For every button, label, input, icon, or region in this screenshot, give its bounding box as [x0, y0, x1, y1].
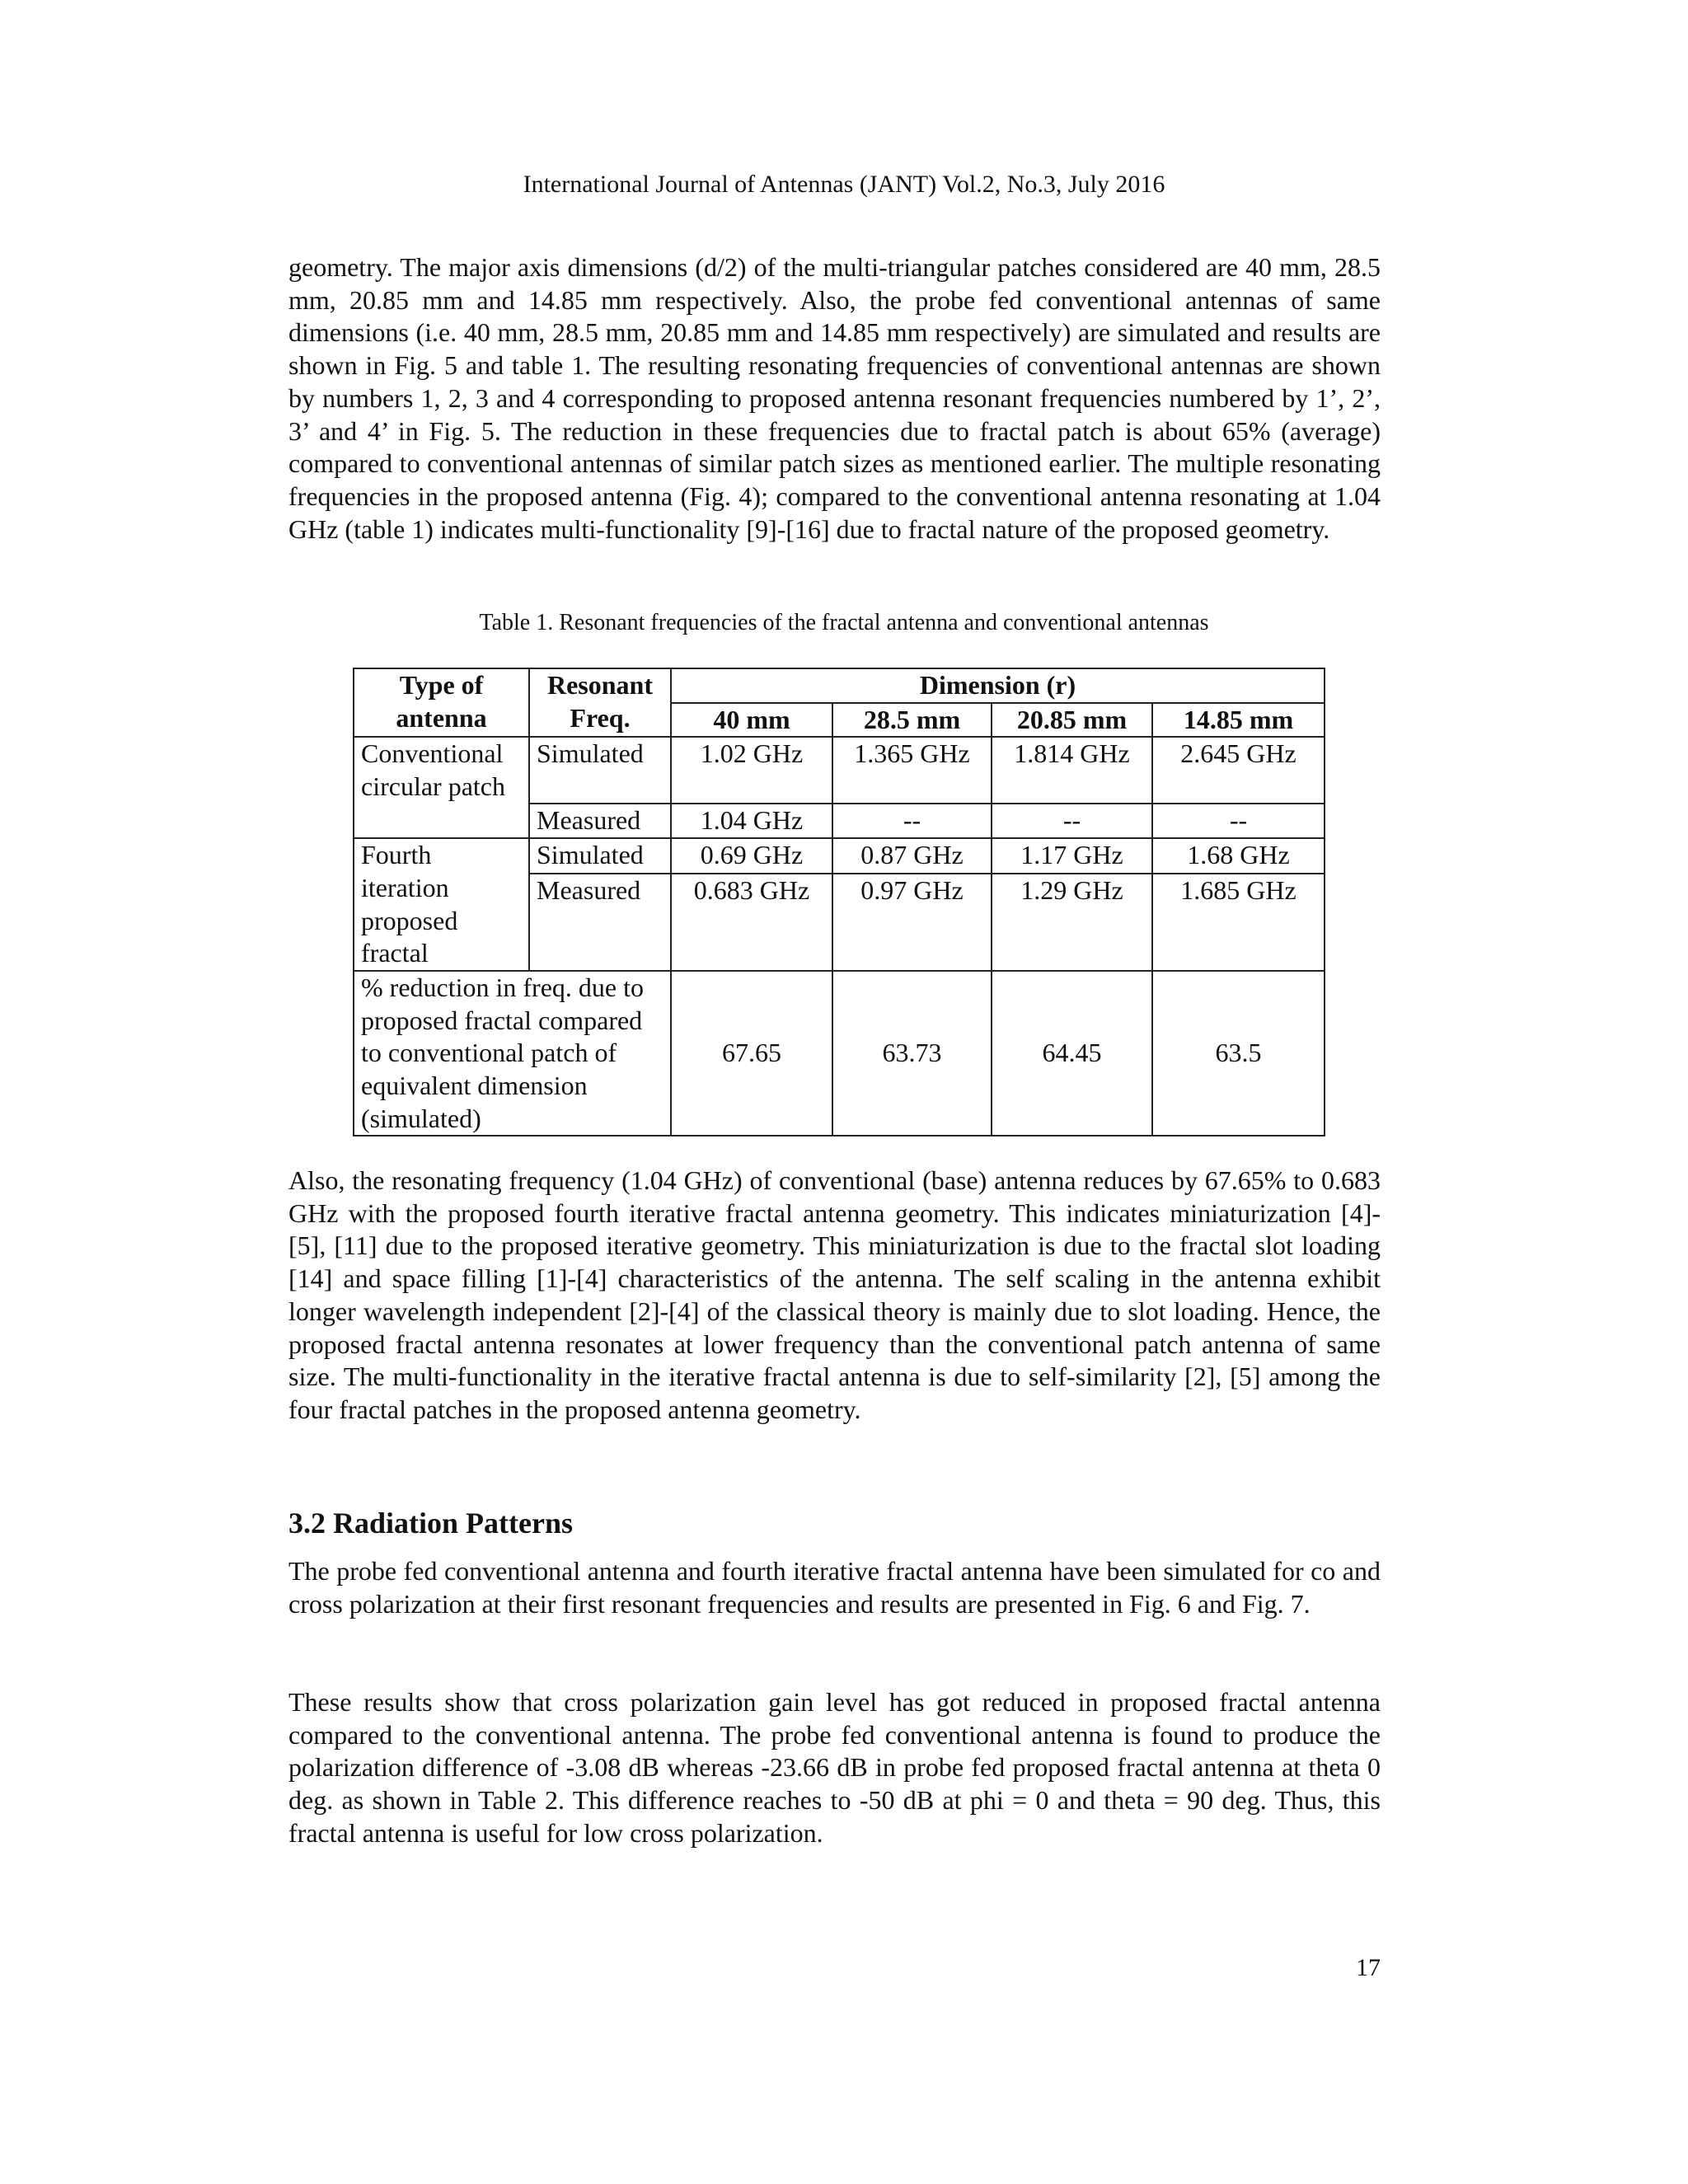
type-fractal: Fourth iteration proposed fractal: [354, 838, 529, 971]
section-heading: 3.2 Radiation Patterns: [288, 1507, 573, 1540]
type-conventional: Conventional circular patch: [354, 737, 529, 838]
header-resonant-freq: Resonant Freq.: [529, 668, 671, 737]
table-cell: 1.68 GHz: [1152, 838, 1325, 874]
table-cell: --: [832, 804, 992, 838]
table-cell: --: [1152, 804, 1325, 838]
paragraph-cross-polarization: These results show that cross polarization gain level has got reduced in proposed fractal antenna compared to the conventional antenna. The probe fed conventional antenna is found to produce the polarization difference of -3.08 dB whereas -23.66 dB in probe fed proposed fractal antenna at theta 0 deg. as shown in Table 2. This difference reaches to -50 dB at phi = 0 and theta = 90 deg. Thus, this fractal antenna is useful for low cross polarization.: [288, 1687, 1381, 1848]
dim-20-85: 20.85 mm: [992, 703, 1152, 738]
table-cell: 67.65: [671, 971, 832, 1137]
table-cell: 0.87 GHz: [832, 838, 992, 874]
dim-40: 40 mm: [671, 703, 832, 738]
paragraph-geometry: geometry. The major axis dimensions (d/2) of the multi-triangular patches considered are 40 mm, 28.5 mm, 20.85 mm and 14.85 mm respectively. Also, the probe fed conventional antennas of same dimensions (i.e. 40 mm, 28.5 mm, 20.85 mm and 14.85 mm respectively) are simulated and results are shown in Fig. 5 and table 1. The resulting resonating frequencies of conventional antennas are shown by numbers 1, 2, 3 and 4 corresponding to proposed antenna resonant frequencies numbered by 1’, 2’, 3’ and 4’ in Fig. 5. The reduction in these frequencies due to fractal patch is about 65% (average) compared to conventional antennas of similar patch sizes as mentioned earlier. The multiple resonating frequencies in the proposed antenna (Fig. 4); compared to the conventional antenna resonating at 1.04 GHz (table 1) indicates multi-functionality [9]-[16] due to fractal nature of the proposed geometry.: [288, 252, 1381, 544]
table-caption: Table 1. Resonant frequencies of the fractal antenna and conventional antennas: [479, 610, 1209, 635]
table-cell: 63.5: [1152, 971, 1325, 1137]
table-cell: 1.04 GHz: [671, 804, 832, 838]
table-cell: 64.45: [992, 971, 1152, 1137]
paragraph-miniaturization: Also, the resonating frequency (1.04 GHz) of conventional (base) antenna reduces by 67.65% to 0.683 GHz with the proposed fourth iterative fractal antenna geometry. This indicates miniaturization [4]- [5], [11] due to the proposed iterative geometry. This miniaturization is due to the fractal slot loading [14] and space filling [1]-[4] characteristics of the antenna. The self scaling in the antenna exhibit longer wavelength independent [2]-[4] of the classical theory is mainly due to slot loading. Hence, the proposed fractal antenna resonates at lower frequency than the conventional patch antenna of same size. The multi-functionality in the iterative fractal antenna is due to self-similarity [2], [5] among the four fractal patches in the proposed antenna geometry.: [288, 1165, 1381, 1424]
table-cell: 1.814 GHz: [992, 737, 1152, 804]
table-cell: 1.29 GHz: [992, 874, 1152, 971]
dim-28-5: 28.5 mm: [832, 703, 992, 738]
header-type: Type of antenna: [354, 668, 529, 737]
label-simulated: Simulated: [529, 737, 671, 804]
page-number: 17: [1356, 1954, 1381, 1981]
resonant-frequency-table: [353, 668, 1325, 1137]
table-cell: 63.73: [832, 971, 992, 1137]
journal-header: International Journal of Antennas (JANT) Vol.2, No.3, July 2016: [523, 171, 1165, 198]
table-cell: --: [992, 804, 1152, 838]
table-cell: 0.69 GHz: [671, 838, 832, 874]
label-simulated: Simulated: [529, 838, 671, 874]
table-row: [354, 838, 1325, 874]
table-row: [354, 971, 1325, 1137]
table-header-row: [354, 668, 1325, 703]
table-cell: 1.685 GHz: [1152, 874, 1325, 971]
table-row: [354, 737, 1325, 804]
table-cell: 1.02 GHz: [671, 737, 832, 804]
label-measured: Measured: [529, 804, 671, 838]
table-cell: 2.645 GHz: [1152, 737, 1325, 804]
dim-14-85: 14.85 mm: [1152, 703, 1325, 738]
table-cell: 0.97 GHz: [832, 874, 992, 971]
reduction-label: % reduction in freq. due to proposed fractal compared to conventional patch of equivalent dimension (simulated): [354, 971, 671, 1137]
table-cell: 0.683 GHz: [671, 874, 832, 971]
label-measured: Measured: [529, 874, 671, 971]
paragraph-radiation-intro: The probe fed conventional antenna and fourth iterative fractal antenna have been simulated for co and cross polarization at their first resonant frequencies and results are presented in Fig. 6 and Fig. 7.: [288, 1556, 1381, 1619]
table-cell: 1.17 GHz: [992, 838, 1152, 874]
table-cell: 1.365 GHz: [832, 737, 992, 804]
header-dimension: Dimension (r): [671, 668, 1325, 703]
